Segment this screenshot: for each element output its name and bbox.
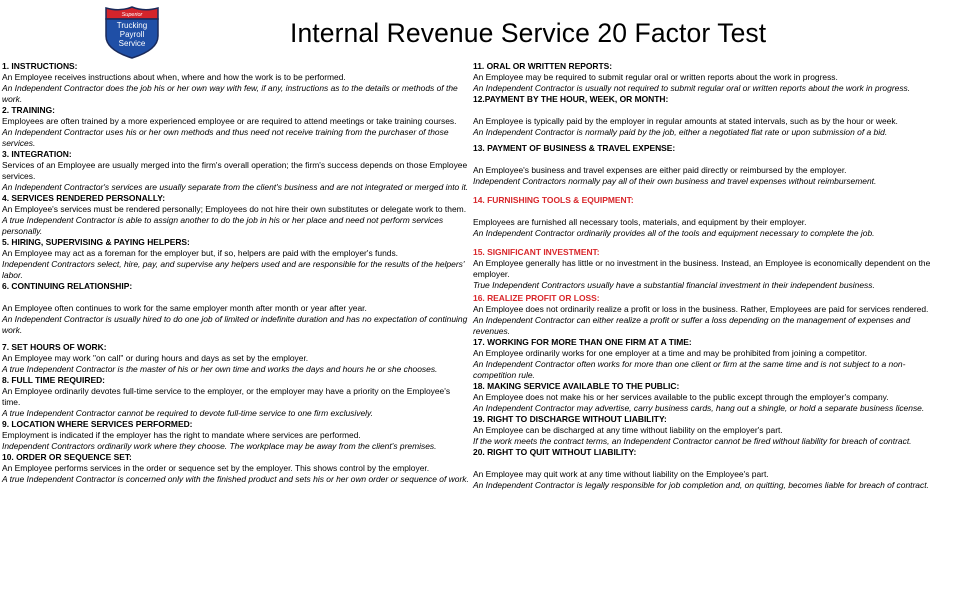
factor-3 bbox=[2, 149, 470, 193]
factor-16 bbox=[473, 293, 943, 337]
employee-description: An Employee is typically paid by the employer in regular amounts at stated intervals, such as by the hour or week. bbox=[473, 116, 898, 126]
employee-description: An Employee may be required to submit regular oral or written reports about the work in progress. bbox=[473, 72, 838, 82]
contractor-description: An Independent Contractor is usually hired to do one job of limited or indefinite duration and has no expectation of continuing work. bbox=[2, 314, 468, 335]
employee-description: Employees are furnished all necessary tools, materials, and equipment by their employer. bbox=[473, 217, 807, 227]
factor-12 bbox=[473, 94, 943, 138]
employee-description: Employment is indicated if the employer has the right to mandate where services are performed. bbox=[2, 430, 361, 440]
employee-description: An Employee does not make his or her services available to the public except through the employer's company. bbox=[473, 392, 889, 402]
contractor-description: An Independent Contractor may advertise, carry business cards, hang out a shingle, or hold a separate business license. bbox=[473, 403, 925, 413]
logo-line3: Payroll bbox=[119, 30, 145, 39]
employee-description: An Employee receives instructions about when, where and how the work is to be performed. bbox=[2, 72, 346, 82]
factors-left-column bbox=[2, 61, 470, 485]
factor-title: 12.PAYMENT BY THE HOUR, WEEK, OR MONTH: bbox=[473, 94, 669, 104]
factor-17 bbox=[473, 337, 943, 381]
contractor-description: True Independent Contractors usually have a substantial financial investment in their independent business. bbox=[473, 280, 875, 290]
employee-description: An Employee often continues to work for the same employer month after month or year after year. bbox=[2, 303, 367, 313]
factor-title: 11. ORAL OR WRITTEN REPORTS: bbox=[473, 61, 613, 71]
superior-trucking-logo bbox=[100, 6, 164, 60]
employee-description: Employees are often trained by a more experienced employee or are required to attend meetings or take training courses. bbox=[2, 116, 457, 126]
logo-line1: Superior bbox=[121, 12, 143, 18]
contractor-description: An Independent Contractor is usually not required to submit regular oral or written reports about the work in progress. bbox=[473, 83, 911, 93]
employee-description: An Employee may quit work at any time without liability on the Employee's part. bbox=[473, 469, 769, 479]
factor-10 bbox=[2, 452, 470, 485]
factor-13 bbox=[473, 143, 943, 187]
contractor-description: An Independent Contractor is normally paid by the job, either a negotiated flat rate or upon submission of a bid. bbox=[473, 127, 888, 137]
factor-title: 20. RIGHT TO QUIT WITHOUT LIABILITY: bbox=[473, 447, 637, 457]
employee-description: An Employee's services must be rendered personally; Employees do not hire their own substitutes or delegate work to them. bbox=[2, 204, 467, 214]
factor-title: 1. INSTRUCTIONS: bbox=[2, 61, 78, 71]
factor-title: 9. LOCATION WHERE SERVICES PERFORMED: bbox=[2, 419, 193, 429]
employee-description: An Employee performs services in the order or sequence set by the employer. This shows control by the employer. bbox=[2, 463, 430, 473]
contractor-description: An Independent Contractor does the job his or her own way with few, if any, instructions as to the details or methods of the work. bbox=[2, 83, 458, 104]
factor-title: 10. ORDER OR SEQUENCE SET: bbox=[2, 452, 132, 462]
contractor-description: A true Independent Contractor is able to assign another to do the job in his or her place and need not perform services personally. bbox=[2, 215, 444, 236]
contractor-description: If the work meets the contract terms, an Independent Contractor cannot be fired without liability for breach of contract. bbox=[473, 436, 912, 446]
contractor-description: An Independent Contractor is legally responsible for job completion and, on quitting, becomes liable for breach of contract. bbox=[473, 480, 929, 490]
employee-description: An Employee generally has little or no investment in the business. Instead, an Employee is economically dependent on the employer. bbox=[473, 258, 931, 279]
factor-title: 16. REALIZE PROFIT OR LOSS: bbox=[473, 293, 600, 303]
factor-title: 19. RIGHT TO DISCHARGE WITHOUT LIABILITY: bbox=[473, 414, 667, 424]
factor-title: 2. TRAINING: bbox=[2, 105, 55, 115]
employee-description: An Employee may work "on call" or during hours and days as set by the employer. bbox=[2, 353, 309, 363]
employee-description: An Employee can be discharged at any time without liability on the employer's part. bbox=[473, 425, 783, 435]
factors-right-column bbox=[473, 61, 943, 491]
contractor-description: An Independent Contractor often works for more than one client or firm at the same time and is not subject to a non-competition rule. bbox=[473, 359, 906, 380]
factor-14 bbox=[473, 195, 943, 239]
page-title: Internal Revenue Service 20 Factor Test bbox=[290, 18, 767, 48]
factor-title: 6. CONTINUING RELATIONSHIP: bbox=[2, 281, 133, 291]
contractor-description: Independent Contractors select, hire, pay, and supervise any helpers used and are responsible for the results of the helpers' labor. bbox=[2, 259, 465, 280]
contractor-description: An Independent Contractor's services are usually separate from the client's business and are not integrated or merged into it. bbox=[2, 182, 469, 192]
logo-line2: Trucking bbox=[116, 21, 148, 30]
contractor-description: A true Independent Contractor is the master of his or her own time and works the days and hours he or she chooses. bbox=[2, 364, 438, 374]
factor-title: 13. PAYMENT OF BUSINESS & TRAVEL EXPENSE: bbox=[473, 143, 676, 153]
contractor-description: An Independent Contractor can either realize a profit or suffer a loss depending on the management of expenses and revenues. bbox=[473, 315, 911, 336]
employee-description: An Employee does not ordinarily realize a profit or loss in the business. Rather, Employees are paid for services rendered. bbox=[473, 304, 929, 314]
contractor-description: A true Independent Contractor cannot be required to devote full-time service to one firm exclusively. bbox=[2, 408, 373, 418]
factor-1 bbox=[2, 61, 470, 105]
contractor-description: An Independent Contractor ordinarily provides all of the tools and equipment necessary to complete the job. bbox=[473, 228, 875, 238]
employee-description: An Employee's business and travel expenses are either paid directly or reimbursed by the employer. bbox=[473, 165, 847, 175]
factor-title: 18. MAKING SERVICE AVAILABLE TO THE PUBLIC: bbox=[473, 381, 680, 391]
factor-20 bbox=[473, 447, 943, 491]
factor-7 bbox=[2, 342, 470, 375]
factor-title: 15. SIGNIFICANT INVESTMENT: bbox=[473, 247, 600, 257]
factor-8 bbox=[2, 375, 470, 419]
employee-description: An Employee ordinarily works for one employer at a time and may be prohibited from joining a competitor. bbox=[473, 348, 867, 358]
contractor-description: A true Independent Contractor is concerned only with the finished product and sets his or her own order or sequence of work. bbox=[2, 474, 469, 484]
factor-19 bbox=[473, 414, 943, 447]
factor-15 bbox=[473, 247, 943, 291]
factor-18 bbox=[473, 381, 943, 414]
contractor-description: Independent Contractors ordinarily work where they choose. The workplace may be away from the client's premises. bbox=[2, 441, 437, 451]
factor-title: 4. SERVICES RENDERED PERSONALLY: bbox=[2, 193, 166, 203]
factor-6 bbox=[2, 281, 470, 336]
factor-title: 8. FULL TIME REQUIRED: bbox=[2, 375, 105, 385]
contractor-description: An Independent Contractor uses his or her own methods and thus need not receive training from the purchaser of those services. bbox=[2, 127, 449, 148]
contractor-description: Independent Contractors normally pay all of their own business and travel expenses without reimbursement. bbox=[473, 176, 877, 186]
employee-description: An Employee ordinarily devotes full-time service to the employer, or the employer may have a priority on the Employee's time. bbox=[2, 386, 451, 407]
factor-11 bbox=[473, 61, 943, 94]
factor-title: 5. HIRING, SUPERVISING & PAYING HELPERS: bbox=[2, 237, 190, 247]
logo-line4: Service bbox=[118, 39, 146, 48]
factor-2 bbox=[2, 105, 470, 149]
employee-description: Services of an Employee are usually merged into the firm's overall operation; the firm's success depends on those Employee services. bbox=[2, 160, 468, 181]
factor-9 bbox=[2, 419, 470, 452]
factor-title: 3. INTEGRATION: bbox=[2, 149, 72, 159]
factor-title: 17. WORKING FOR MORE THAN ONE FIRM AT A TIME: bbox=[473, 337, 692, 347]
factor-title: 7. SET HOURS OF WORK: bbox=[2, 342, 107, 352]
factor-5 bbox=[2, 237, 470, 281]
factor-4 bbox=[2, 193, 470, 237]
employee-description: An Employee may act as a foreman for the employer but, if so, helpers are paid with the employer's funds. bbox=[2, 248, 399, 258]
factor-title: 14. FURNISHING TOOLS & EQUIPMENT: bbox=[473, 195, 634, 205]
